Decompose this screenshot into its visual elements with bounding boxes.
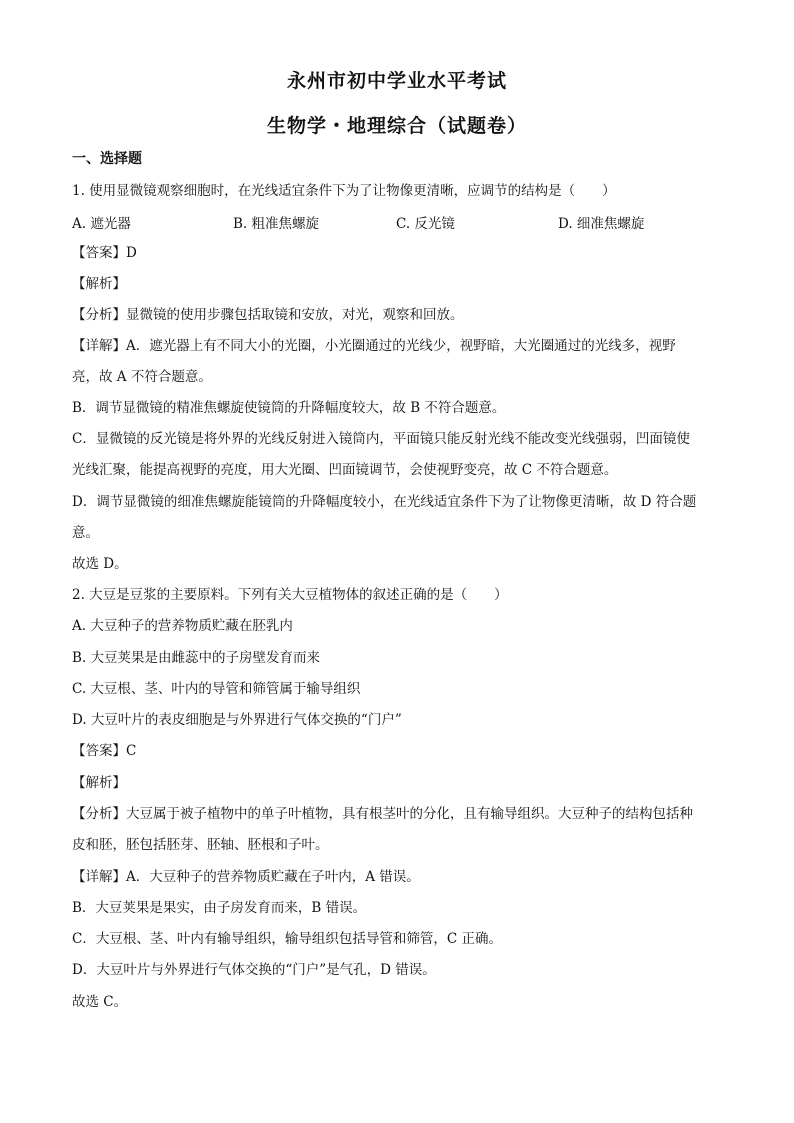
section-heading: 一、选择题 — [72, 151, 142, 167]
q2-analysis-label: 【解析】 — [72, 775, 126, 791]
q1-detail-b: B．调节显微镜的精准焦螺旋使镜筒的升降幅度较大，故 B 不符合题意。 — [72, 400, 506, 416]
q2-analysis: 皮和胚，胚包括胚芽、胚轴、胚根和子叶。 — [72, 837, 329, 853]
q1-option-d: D. 细准焦螺旋 — [558, 216, 645, 232]
q1-option-b: B. 粗准焦螺旋 — [233, 216, 320, 232]
q1-detail-d: D．调节显微镜的细准焦螺旋能镜筒的升降幅度较小，在光线适宜条件下为了让物像更清晰，故 D 符合题 — [72, 494, 697, 510]
q1-analysis-label: 【解析】 — [72, 276, 126, 292]
q1-analysis: 【分析】显微镜的使用步骤包括取镜和安放，对光，观察和回放。 — [72, 307, 464, 323]
q2-detail-d: D．大豆叶片与外界进行气体交换的“门户”是气孔，D 错误。 — [72, 962, 436, 978]
q2-detail-a: 【详解】A．大豆种子的营养物质贮藏在子叶内，A 错误。 — [72, 869, 420, 885]
q2-detail-b: B．大豆荚果是果实，由子房发育而来，B 错误。 — [72, 900, 367, 916]
exam-subtitle: 生物学・地理综合（试题卷） — [266, 115, 527, 137]
q1-option-c: C. 反光镜 — [396, 216, 455, 232]
q1-answer: 【答案】D — [72, 245, 137, 261]
q2-answer: 【答案】C — [72, 743, 137, 759]
q2-stem: 2. 大豆是豆浆的主要原料。下列有关大豆植物体的叙述正确的是（ ） — [72, 587, 508, 603]
exam-title: 永州市初中学业水平考试 — [286, 70, 507, 92]
q1-detail-c: 光线汇聚，能提高视野的亮度，用大光圈、凹面镜调节，会使视野变亮，故 C 不符合题意。 — [72, 462, 618, 478]
q1-option-a: A. 遮光器 — [72, 216, 131, 232]
q1-conclusion: 故选 D。 — [72, 556, 128, 572]
q2-option-d: D. 大豆叶片的表皮细胞是与外界进行气体交换的“门户” — [72, 712, 402, 728]
q2-analysis: 【分析】大豆属于被子植物中的单子叶植物，具有根茎叶的分化，且有输导组织。大豆种子的结构包括种 — [72, 806, 693, 822]
q2-option-b: B. 大豆荚果是由雌蕊中的子房壁发育而来 — [72, 650, 321, 666]
q2-option-a: A. 大豆种子的营养物质贮藏在胚乳内 — [72, 618, 293, 634]
q2-detail-c: C．大豆根、茎、叶内有输导组织，输导组织包括导管和筛管，C 正确。 — [72, 931, 502, 947]
q1-detail-line: 亮，故 A 不符合题意。 — [72, 369, 212, 385]
q2-option-c: C. 大豆根、茎、叶内的导管和筛管属于输导组织 — [72, 681, 361, 697]
q1-detail-line: 【详解】A．遮光器上有不同大小的光圈，小光圈通过的光线少，视野暗，大光圈通过的光线多，视野 — [72, 338, 676, 354]
q1-detail-d: 意。 — [72, 525, 99, 541]
q1-detail-c: C．显微镜的反光镜是将外界的光线反射进入镜筒内，平面镜只能反射光线不能改变光线强弱，凹面镜使 — [72, 431, 690, 447]
q2-conclusion: 故选 C。 — [72, 994, 128, 1010]
q1-stem: 1. 使用显微镜观察细胞时，在光线适宜条件下为了让物像更清晰，应调节的结构是（ ） — [72, 183, 616, 199]
